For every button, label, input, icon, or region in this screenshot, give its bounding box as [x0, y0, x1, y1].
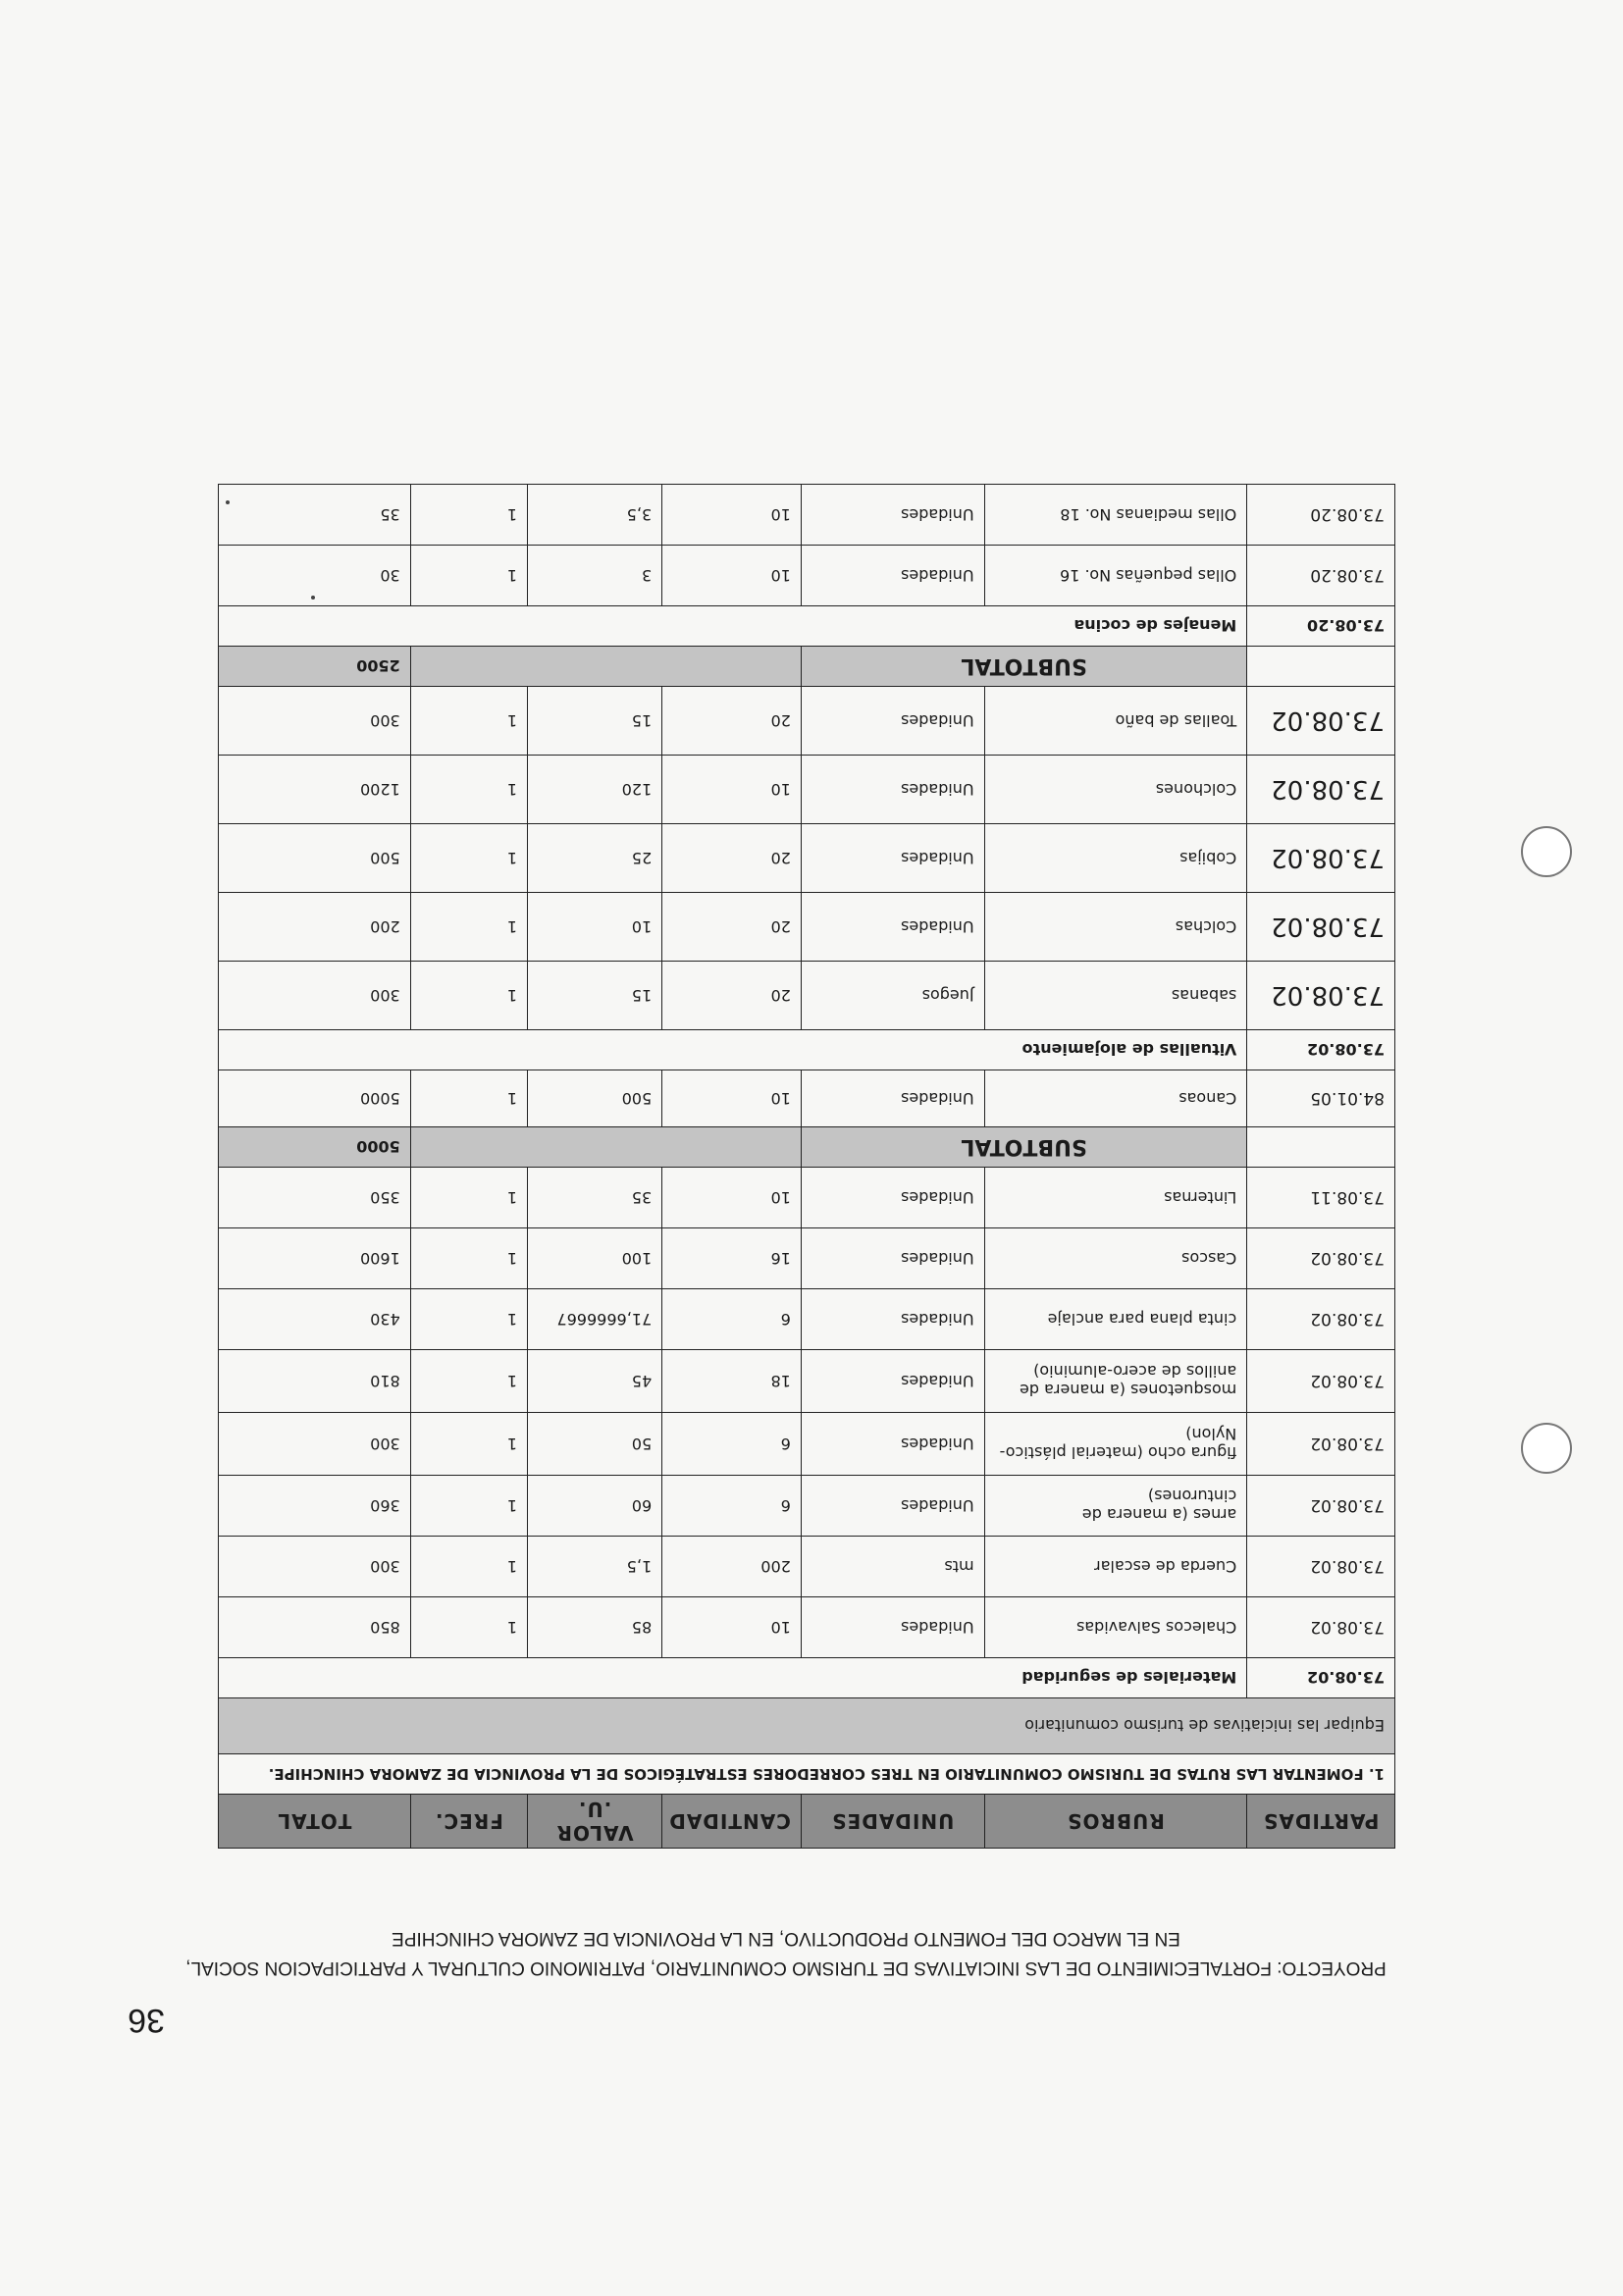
rubro-cell: Canoas — [984, 1070, 1247, 1127]
unidad-cell: Unidades — [801, 687, 984, 756]
rubro-cell: mosquetones (a manera de anillos de acero-aluminio) — [984, 1350, 1247, 1413]
table-row — [219, 687, 1395, 756]
unidad-cell: Unidades — [801, 893, 984, 962]
cantidad-cell: 10 — [662, 1070, 802, 1127]
frec-cell: 1 — [410, 1168, 527, 1228]
total-cell: 5000 — [219, 1070, 411, 1127]
table-row — [219, 756, 1395, 824]
table-row — [219, 1597, 1395, 1658]
header-rubros: RUBROS — [984, 1795, 1247, 1849]
total-cell: 430 — [219, 1289, 411, 1350]
total-cell: 35 — [219, 485, 411, 546]
activity-row — [219, 1698, 1395, 1754]
frec-cell: 1 — [410, 485, 527, 546]
frec-cell: 1 — [410, 893, 527, 962]
unidad-cell: Unidades — [801, 1070, 984, 1127]
valor-cell: 120 — [527, 756, 661, 824]
partida-code: 73.08.02 — [1247, 1228, 1395, 1289]
unidad-cell: Unidades — [801, 1476, 984, 1537]
cantidad-cell: 10 — [662, 546, 802, 606]
valor-cell: 45 — [527, 1350, 661, 1413]
valor-cell: 10 — [527, 893, 661, 962]
valor-cell: 3,5 — [527, 485, 661, 546]
partida-code: 73.08.20 — [1247, 485, 1395, 546]
valor-cell: 15 — [527, 962, 661, 1030]
scan-speck — [226, 500, 230, 504]
cantidad-cell: 6 — [662, 1476, 802, 1537]
subtotal-row — [219, 1127, 1395, 1168]
partida-code: 73.08.02 — [1247, 1413, 1395, 1476]
partida-code: 73.08.02 — [1247, 1289, 1395, 1350]
unidad-cell: Unidades — [801, 1413, 984, 1476]
cantidad-cell: 16 — [662, 1228, 802, 1289]
section-header-row — [219, 606, 1395, 647]
partida-code: 73.08.02 — [1247, 756, 1395, 824]
section-name: Vituallas de alojamiento — [219, 1030, 1247, 1070]
total-cell: 300 — [219, 962, 411, 1030]
cantidad-cell: 10 — [662, 1168, 802, 1228]
section-code: 73.08.02 — [1247, 1030, 1395, 1070]
partida-code: 73.08.02 — [1247, 962, 1395, 1030]
header-unidades: UNIDADES — [801, 1795, 984, 1849]
cantidad-cell: 20 — [662, 893, 802, 962]
rubro-cell: Ollas medianas No. 18 — [984, 485, 1247, 546]
total-cell: 200 — [219, 893, 411, 962]
total-cell: 1200 — [219, 756, 411, 824]
total-cell: 1600 — [219, 1228, 411, 1289]
unidad-cell: Unidades — [801, 485, 984, 546]
header-partidas: PARTIDAS — [1247, 1795, 1395, 1849]
cantidad-cell: 200 — [662, 1537, 802, 1597]
subtotal-blank — [410, 647, 801, 687]
table-row — [219, 1537, 1395, 1597]
total-cell: 500 — [219, 824, 411, 893]
partida-code: 73.08.02 — [1247, 824, 1395, 893]
rubro-cell: Linternas — [984, 1168, 1247, 1228]
frec-cell: 1 — [410, 1476, 527, 1537]
subtotal-blank — [410, 1127, 801, 1168]
header-total: TOTAL — [219, 1795, 411, 1849]
cantidad-cell: 10 — [662, 1597, 802, 1658]
total-cell: 360 — [219, 1476, 411, 1537]
partida-code: 73.08.20 — [1247, 546, 1395, 606]
unidad-cell: Unidades — [801, 1597, 984, 1658]
project-title: PROYECTO: FORTALECIMIENTO DE LAS INICIATIVAS DE TURISMO COMUNITARIO, PATRIMONIO CULTURAL Y PARTICIPACION SOCIAL, EN EL MARCO DEL FOMENTO PRODUCTIVO, EN LA PROVINCIA DE ZAMORA CHINCHIPE — [185, 1928, 1387, 1978]
table-row — [219, 1289, 1395, 1350]
frec-cell: 1 — [410, 687, 527, 756]
activity-text: Equipar las iniciativas de turismo comunitario — [219, 1698, 1395, 1754]
table-row — [219, 962, 1395, 1030]
section-name: Materiales de seguridad — [219, 1658, 1247, 1698]
punch-hole — [1521, 1423, 1572, 1474]
rubro-cell: cinta plana para anclaje — [984, 1289, 1247, 1350]
cantidad-cell: 10 — [662, 485, 802, 546]
rubro-cell: Colchas — [984, 893, 1247, 962]
valor-cell: 71,6666667 — [527, 1289, 661, 1350]
table-row — [219, 824, 1395, 893]
subtotal-spacer — [1247, 1127, 1395, 1168]
section-name: Menajes de cocina — [219, 606, 1247, 647]
subtotal-value: 2500 — [219, 647, 411, 687]
cantidad-cell: 6 — [662, 1413, 802, 1476]
frec-cell: 1 — [410, 756, 527, 824]
unidad-cell: Juegos — [801, 962, 984, 1030]
unidad-cell: Unidades — [801, 824, 984, 893]
valor-cell: 500 — [527, 1070, 661, 1127]
frec-cell: 1 — [410, 1350, 527, 1413]
scan-speck — [311, 596, 315, 600]
total-cell: 300 — [219, 1413, 411, 1476]
budget-table — [218, 484, 1395, 1849]
cantidad-cell: 20 — [662, 687, 802, 756]
section-code: 73.08.20 — [1247, 606, 1395, 647]
total-cell: 300 — [219, 1537, 411, 1597]
rubro-cell: Cobijas — [984, 824, 1247, 893]
unidad-cell: Unidades — [801, 1350, 984, 1413]
rubro-cell: Ollas pequeñas No. 16 — [984, 546, 1247, 606]
total-cell: 30 — [219, 546, 411, 606]
frec-cell: 1 — [410, 824, 527, 893]
section-header-row — [219, 1658, 1395, 1698]
valor-cell: 35 — [527, 1168, 661, 1228]
subtotal-label: SUBTOTAL — [801, 1127, 1246, 1168]
frec-cell: 1 — [410, 1413, 527, 1476]
valor-cell: 85 — [527, 1597, 661, 1658]
cantidad-cell: 20 — [662, 962, 802, 1030]
rubro-cell: Toallas de baño — [984, 687, 1247, 756]
unidad-cell: Unidades — [801, 1289, 984, 1350]
cantidad-cell: 18 — [662, 1350, 802, 1413]
partida-code: 73.08.02 — [1247, 1350, 1395, 1413]
rubro-cell: Cascos — [984, 1228, 1247, 1289]
frec-cell: 1 — [410, 1289, 527, 1350]
total-cell: 300 — [219, 687, 411, 756]
valor-cell: 60 — [527, 1476, 661, 1537]
rubro-cell: Colchones — [984, 756, 1247, 824]
valor-cell: 25 — [527, 824, 661, 893]
table-row — [219, 893, 1395, 962]
table-row — [219, 546, 1395, 606]
table-row — [219, 1228, 1395, 1289]
table-row — [219, 1070, 1395, 1127]
rubro-cell: figura ocho (material plástico-Nylon) — [984, 1413, 1247, 1476]
table-row — [219, 485, 1395, 546]
total-cell: 850 — [219, 1597, 411, 1658]
valor-cell: 50 — [527, 1413, 661, 1476]
header-valor-u: VALOR .U. — [527, 1795, 661, 1849]
table-row — [219, 1476, 1395, 1537]
valor-cell: 3 — [527, 546, 661, 606]
objective-row — [219, 1754, 1395, 1795]
partida-code: 73.08.02 — [1247, 893, 1395, 962]
subtotal-spacer — [1247, 647, 1395, 687]
table-row — [219, 1413, 1395, 1476]
partida-code: 73.08.02 — [1247, 687, 1395, 756]
valor-cell: 100 — [527, 1228, 661, 1289]
rubro-cell: arnes (a manera de cinturones) — [984, 1476, 1247, 1537]
table-row — [219, 1350, 1395, 1413]
unidad-cell: Unidades — [801, 1168, 984, 1228]
cantidad-cell: 20 — [662, 824, 802, 893]
partida-code: 73.08.02 — [1247, 1597, 1395, 1658]
punch-hole — [1521, 826, 1572, 877]
rubro-cell: sabanas — [984, 962, 1247, 1030]
partida-code: 73.08.02 — [1247, 1537, 1395, 1597]
objective-text: 1. FOMENTAR LAS RUTAS DE TURISMO COMUNITARIO EN TRES CORREDORES ESTRATÉGICOS DE LA PROVINCIA DE ZAMORA CHINCHIPE. — [219, 1754, 1395, 1795]
section-code: 73.08.02 — [1247, 1658, 1395, 1698]
unidad-cell: Unidades — [801, 756, 984, 824]
subtotal-label: SUBTOTAL — [801, 647, 1246, 687]
header-cantidad: CANTIDAD — [662, 1795, 802, 1849]
unidad-cell: Unidades — [801, 1228, 984, 1289]
frec-cell: 1 — [410, 1597, 527, 1658]
unidad-cell: Unidades — [801, 546, 984, 606]
total-cell: 810 — [219, 1350, 411, 1413]
frec-cell: 1 — [410, 1228, 527, 1289]
header-frec: FREC. — [410, 1795, 527, 1849]
rubro-cell: Cuerda de escalar — [984, 1537, 1247, 1597]
total-cell: 350 — [219, 1168, 411, 1228]
cantidad-cell: 6 — [662, 1289, 802, 1350]
rubro-cell: Chalecos Salvavidas — [984, 1597, 1247, 1658]
page-number: 36 — [128, 2002, 165, 2039]
partida-code: 84.01.05 — [1247, 1070, 1395, 1127]
cantidad-cell: 10 — [662, 756, 802, 824]
table-row — [219, 1168, 1395, 1228]
unidad-cell: mts — [801, 1537, 984, 1597]
subtotal-row — [219, 647, 1395, 687]
partida-code: 73.08.11 — [1247, 1168, 1395, 1228]
valor-cell: 1,5 — [527, 1537, 661, 1597]
frec-cell: 1 — [410, 546, 527, 606]
frec-cell: 1 — [410, 1537, 527, 1597]
partida-code: 73.08.02 — [1247, 1476, 1395, 1537]
subtotal-value: 5000 — [219, 1127, 411, 1168]
frec-cell: 1 — [410, 1070, 527, 1127]
valor-cell: 15 — [527, 687, 661, 756]
frec-cell: 1 — [410, 962, 527, 1030]
section-header-row — [219, 1030, 1395, 1070]
table-header-row — [219, 1795, 1395, 1849]
